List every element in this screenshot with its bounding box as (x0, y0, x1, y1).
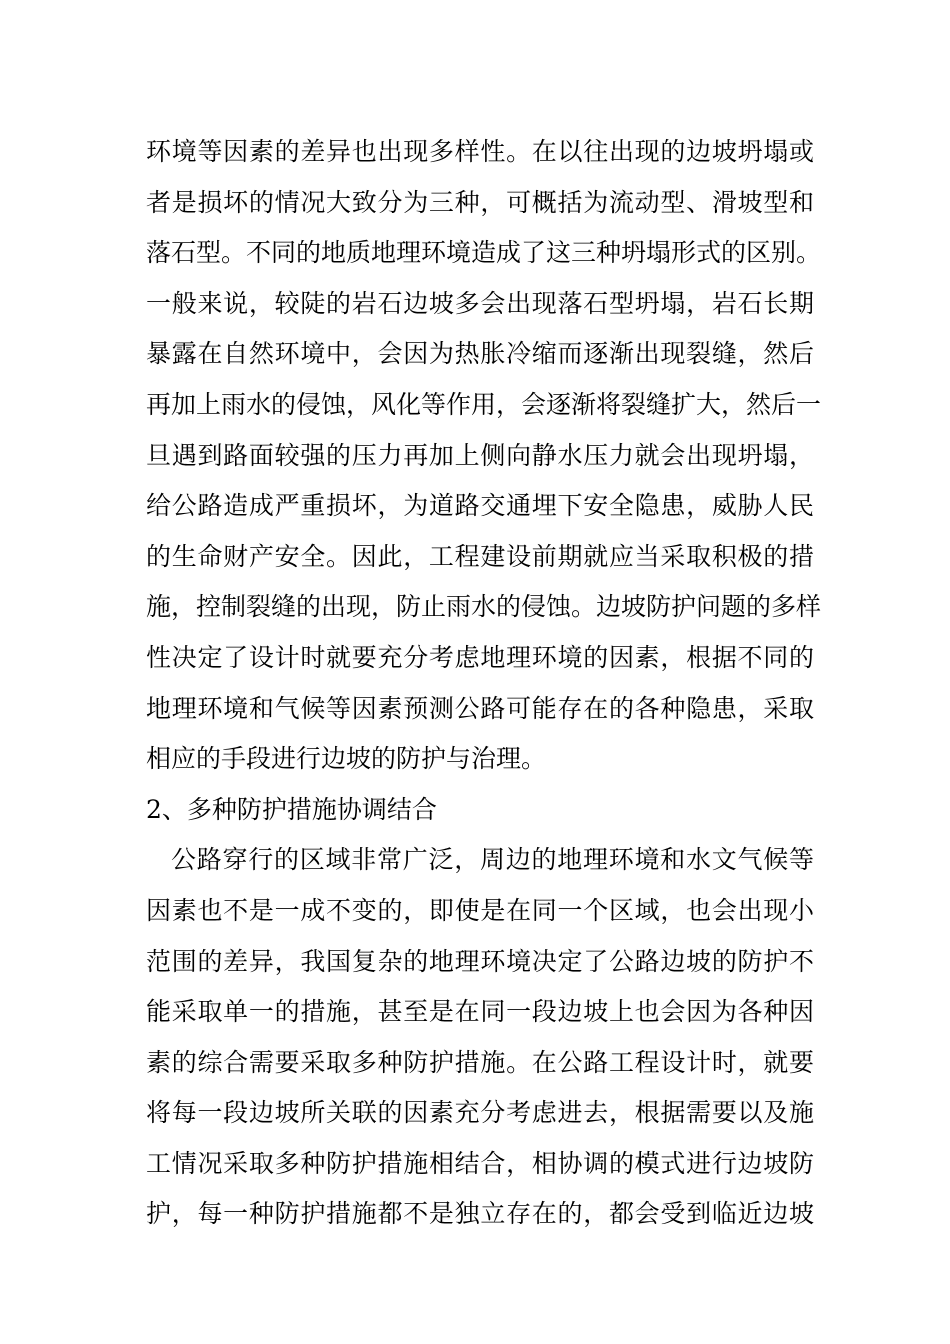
text-line: 工情况采取多种防护措施相结合，相协调的模式进行边坡防 (146, 1148, 814, 1178)
text-line: 因素也不是一成不变的，即使是在同一个区域，也会出现小 (146, 895, 814, 925)
document-page (146, 127, 822, 1240)
text-line: 旦遇到路面较强的压力再加上侧向静水压力就会出现坍塌， (146, 440, 814, 470)
text-line: 范围的差异，我国复杂的地理环境决定了公路边坡的防护不 (146, 946, 814, 976)
text-line: 再加上雨水的侵蚀，风化等作用，会逐渐将裂缝扩大，然后一 (146, 389, 822, 419)
paragraph-2 (146, 835, 814, 1240)
paragraph-1 (146, 127, 822, 785)
text-line: 相应的手段进行边坡的防护与治理。 (146, 744, 547, 774)
text-line: 者是损坏的情况大致分为三种，可概括为流动型、滑坡型和 (146, 187, 814, 217)
text-line: 一般来说，较陡的岩石边坡多会出现落石型坍塌，岩石长期 (146, 288, 814, 318)
text-line: 落石型。不同的地质地理环境造成了这三种坍塌形式的区别。 (146, 238, 822, 268)
text-line: 暴露在自然环境中，会因为热胀冷缩而逐渐出现裂缝，然后 (146, 339, 814, 369)
section-heading: 2、多种防护措施协调结合 (146, 794, 437, 824)
text-line: 素的综合需要采取多种防护措施。在公路工程设计时，就要 (146, 1047, 814, 1077)
text-line: 将每一段边坡所关联的因素充分考虑进去，根据需要以及施 (146, 1098, 814, 1128)
text-line: 的生命财产安全。因此，工程建设前期就应当采取积极的措 (146, 541, 814, 571)
text-line: 给公路造成严重损坏，为道路交通埋下安全隐患，威胁人民 (146, 491, 814, 521)
text-line: 性决定了设计时就要充分考虑地理环境的因素，根据不同的 (146, 642, 814, 672)
text-line: 能采取单一的措施，甚至是在同一段边坡上也会因为各种因 (146, 997, 814, 1027)
text-line: 公路穿行的区域非常广泛，周边的地理环境和水文气候等 (171, 845, 814, 875)
text-line: 护，每一种防护措施都不是独立存在的，都会受到临近边坡 (146, 1199, 814, 1229)
text-line: 施，控制裂缝的出现，防止雨水的侵蚀。边坡防护问题的多样 (146, 592, 822, 622)
text-line: 地理环境和气候等因素预测公路可能存在的各种隐患，采取 (146, 693, 814, 723)
text-line: 环境等因素的差异也出现多样性。在以往出现的边坡坍塌或 (146, 137, 814, 166)
